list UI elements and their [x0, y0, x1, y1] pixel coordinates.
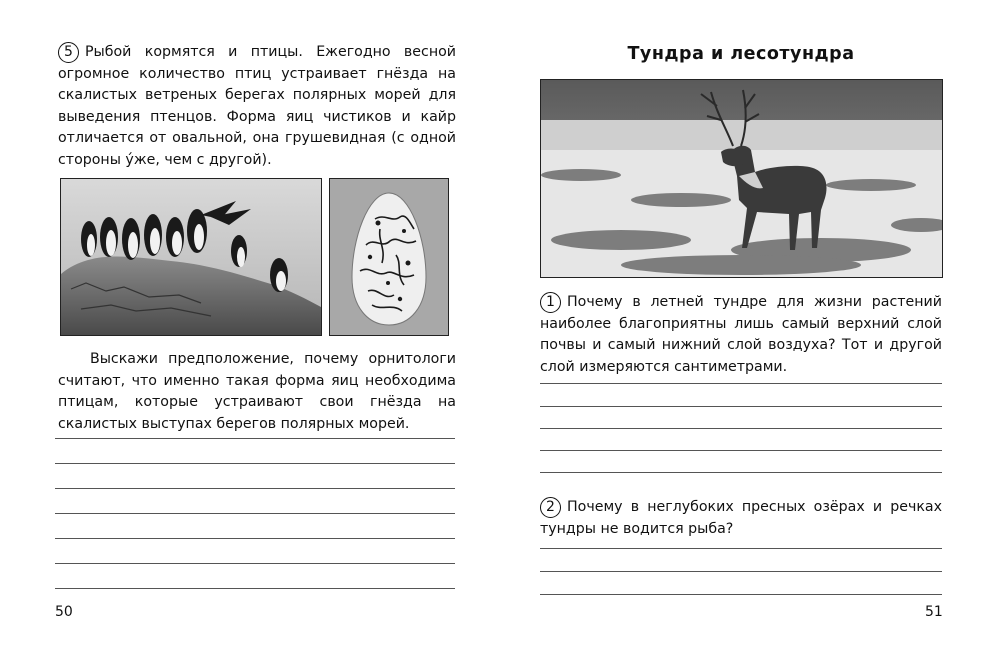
- task-2-text: Почему в неглубоких пресных озёрах и речках тундры не водится рыба?: [540, 499, 942, 537]
- guillemots-photo: [60, 178, 322, 336]
- task-number-badge: 5: [58, 42, 79, 63]
- answer-line[interactable]: [540, 428, 942, 429]
- answer-line[interactable]: [55, 538, 455, 539]
- answer-line[interactable]: [540, 594, 942, 595]
- question-paragraph: Выскажи предположение, почему орнитологи считают, что именно такая форма яиц необходима птицам, которые устраивают свои гнёзда на скалистых выступах берегов полярных морей.: [58, 351, 456, 432]
- task-1-paragraph: [540, 292, 942, 378]
- answer-line[interactable]: [55, 513, 455, 514]
- answer-line[interactable]: [540, 571, 942, 572]
- answer-line[interactable]: [55, 563, 455, 564]
- answer-line[interactable]: [55, 438, 455, 439]
- section-title: Тундра и лесотундра: [627, 44, 855, 64]
- page-number-right: 51: [925, 604, 943, 620]
- task-1-text: Почему в летней тундре для жизни растений наиболее благоприятны лишь самый верхний слой почвы и самый нижний слой воздуха? Тот и другой слой измеряются сантиметрами.: [540, 294, 942, 375]
- answer-line[interactable]: [540, 450, 942, 451]
- task-2-paragraph: [540, 497, 942, 540]
- page-number-left: 50: [55, 604, 73, 620]
- task-5-paragraph: [58, 42, 456, 171]
- reindeer-photo: [540, 79, 943, 278]
- pear-shaped-egg-illustration: [330, 179, 448, 335]
- answer-line[interactable]: [55, 463, 455, 464]
- task-5-text: Рыбой кормятся и птицы. Ежегодно весной огромное количество птиц устраивает гнёзда на скалистых ветреных берегах полярных морей для выведения птенцов. Форма яиц чистиков и кайр отличается от овальной, она грушевидная (с одной стороны у́же, чем с другой).: [58, 44, 456, 168]
- answer-line[interactable]: [55, 488, 455, 489]
- egg-photo: [329, 178, 449, 336]
- answer-line[interactable]: [540, 472, 942, 473]
- answer-line[interactable]: [55, 588, 455, 589]
- answer-line[interactable]: [540, 383, 942, 384]
- answer-line[interactable]: [540, 406, 942, 407]
- task-number-badge: 1: [540, 292, 561, 313]
- reindeer-illustration: [541, 80, 942, 277]
- answer-line[interactable]: [540, 548, 942, 549]
- guillemots-illustration: [61, 179, 321, 335]
- task-number-badge: 2: [540, 497, 561, 518]
